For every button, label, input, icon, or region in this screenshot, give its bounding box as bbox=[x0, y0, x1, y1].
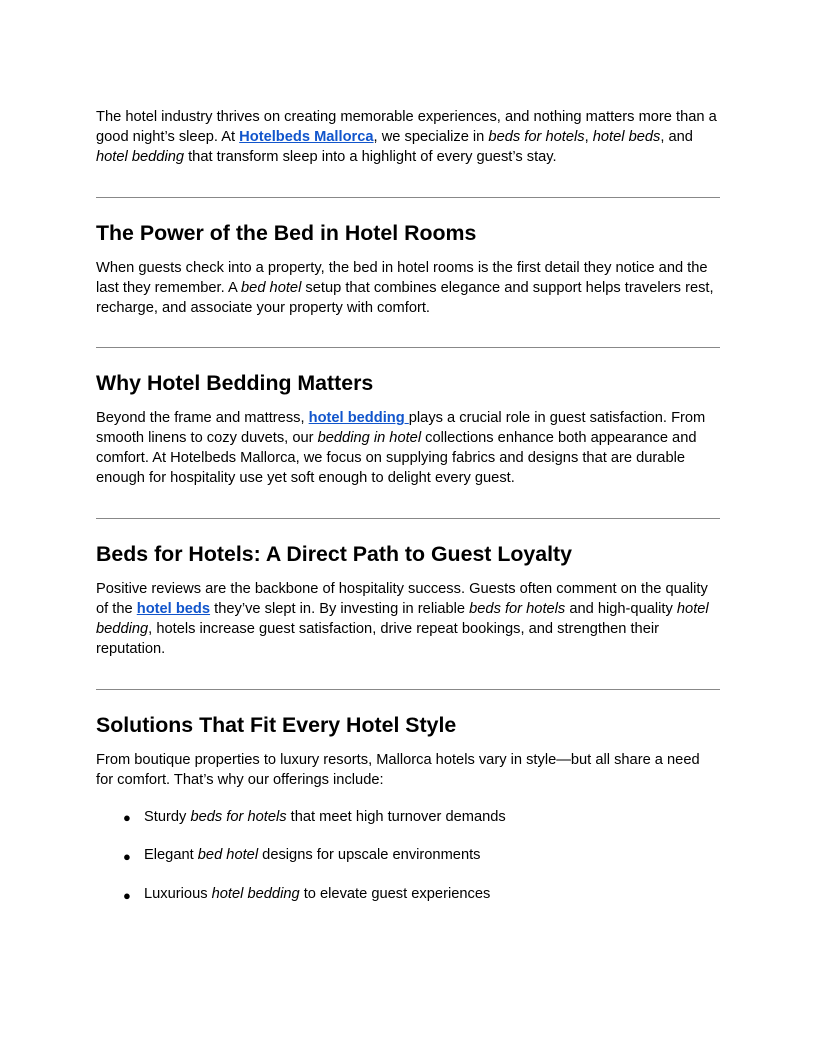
inline-link[interactable]: hotel bedding bbox=[308, 410, 409, 427]
section-paragraph bbox=[96, 259, 720, 319]
section-paragraph bbox=[96, 751, 720, 791]
section-paragraph bbox=[96, 409, 720, 489]
section-heading-guest-loyalty: Beds for Hotels: A Direct Path to Guest Loyalty bbox=[96, 542, 573, 567]
text-run: Beyond the frame and mattress, bbox=[96, 410, 309, 427]
text-run: Luxurious bbox=[144, 886, 212, 903]
section-paragraph bbox=[96, 580, 720, 660]
italic-text-run: hotel beds bbox=[592, 128, 661, 145]
text-run: they’ve slept in. By investing in reliable bbox=[210, 600, 470, 617]
text-run: Sturdy bbox=[144, 808, 191, 825]
italic-text-run: beds for hotels bbox=[469, 600, 566, 617]
italic-text-run: hotel bedding bbox=[96, 148, 185, 165]
list-item bbox=[144, 846, 720, 866]
text-run: collections enhance both appearance and comfort. At Hotelbeds Mallorca, we focus on supplying fabrics and designs that are durable enough for hospitality use yet soft enough to delight every guest. bbox=[96, 430, 697, 487]
horizontal-rule bbox=[96, 347, 720, 348]
text-run: designs for upscale environments bbox=[258, 847, 481, 864]
section-heading-power-of-the-bed: The Power of the Bed in Hotel Rooms bbox=[96, 220, 477, 245]
section-heading-solutions: Solutions That Fit Every Hotel Style bbox=[96, 712, 457, 737]
section-heading-why-bedding-matters: Why Hotel Bedding Matters bbox=[96, 371, 374, 396]
list-item bbox=[144, 808, 720, 828]
text-run: Positive reviews are the backbone of hospitality success. Guests often comment on the quality of the bbox=[96, 581, 708, 617]
horizontal-rule bbox=[96, 518, 720, 519]
list-item bbox=[144, 885, 720, 905]
text-run: , bbox=[584, 128, 593, 145]
italic-text-run: hotel bedding bbox=[211, 886, 300, 903]
text-run: that transform sleep into a highlight of every guest’s stay. bbox=[184, 148, 557, 165]
text-run: to elevate guest experiences bbox=[299, 886, 491, 903]
intro-paragraph bbox=[96, 108, 720, 168]
text-run: When guests check into a property, the bed in hotel rooms is the first detail they notice and the last they remember. A bbox=[96, 259, 708, 296]
inline-link[interactable]: Hotelbeds Mallorca bbox=[239, 128, 374, 145]
italic-text-run: bed hotel bbox=[197, 847, 259, 864]
text-run: plays a crucial role in guest satisfaction. From smooth linens to cozy duvets, our bbox=[96, 410, 706, 447]
italic-text-run: hotel bedding bbox=[96, 600, 709, 637]
horizontal-rule bbox=[96, 689, 720, 690]
italic-text-run: beds for hotels bbox=[488, 128, 585, 145]
horizontal-rule bbox=[96, 197, 720, 198]
inline-link[interactable]: hotel beds bbox=[136, 600, 211, 617]
text-run: setup that combines elegance and support helps travelers rest, recharge, and associate your property with comfort. bbox=[96, 279, 714, 316]
offerings-list bbox=[96, 808, 720, 906]
text-run: From boutique properties to luxury resorts, Mallorca hotels vary in style—but all share a need for comfort. That’s why our offerings include: bbox=[96, 751, 700, 788]
text-run: , we specialize in bbox=[373, 128, 489, 145]
text-run: Elegant bbox=[144, 847, 198, 864]
text-run: , and bbox=[660, 128, 693, 145]
text-run: The hotel industry thrives on creating memorable experiences, and nothing matters more than a good night’s sleep. At bbox=[96, 109, 717, 145]
italic-text-run: bedding in hotel bbox=[317, 430, 422, 447]
italic-text-run: bed hotel bbox=[241, 279, 302, 296]
text-run: that meet high turnover demands bbox=[286, 808, 506, 825]
text-run: , hotels increase guest satisfaction, drive repeat bookings, and strengthen their reputation. bbox=[96, 620, 660, 657]
italic-text-run: beds for hotels bbox=[190, 808, 287, 825]
text-run: and high-quality bbox=[565, 600, 677, 617]
